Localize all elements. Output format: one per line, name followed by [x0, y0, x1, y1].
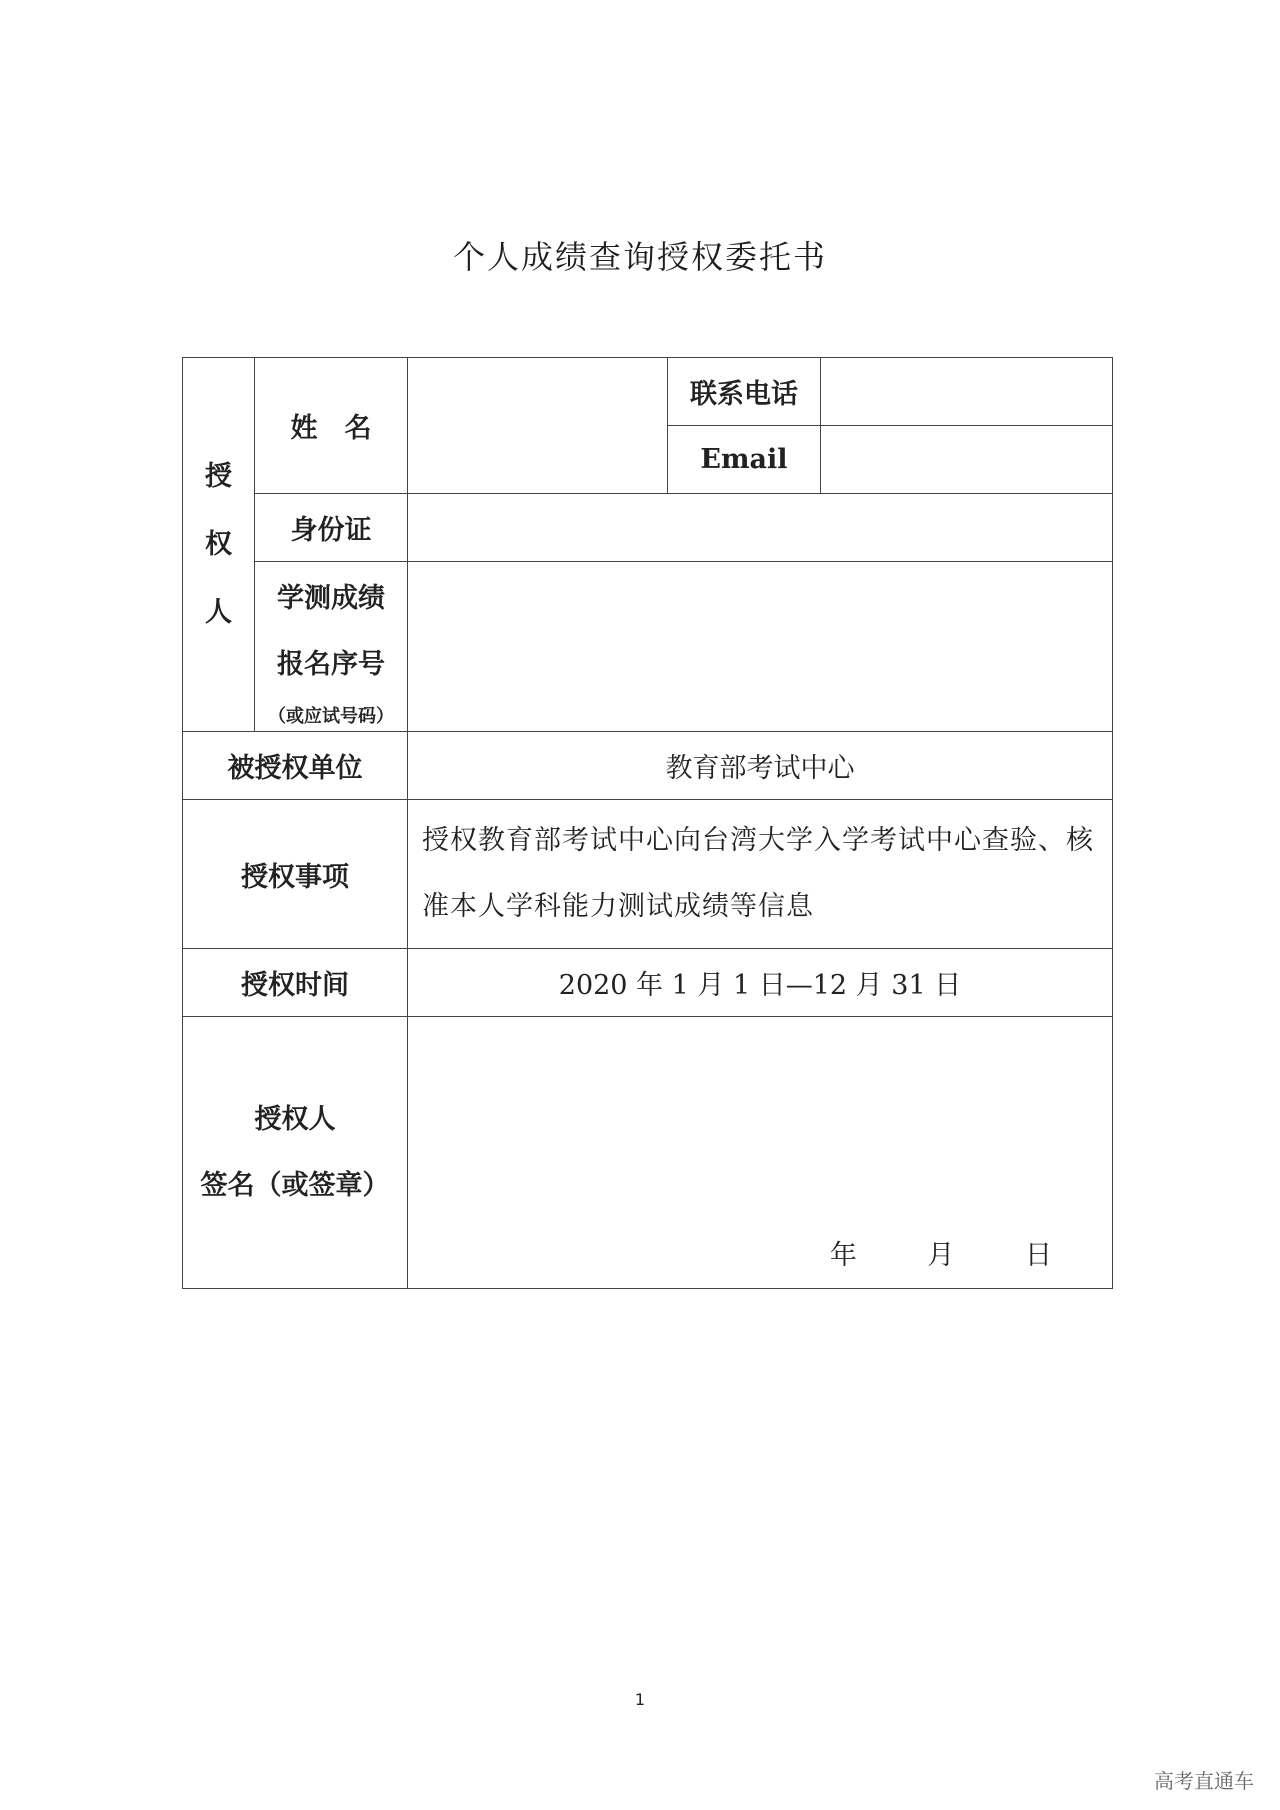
date-month-label: 月: [927, 1240, 955, 1271]
signature-label-line2: 签名（或签章）: [200, 1169, 390, 1201]
id-label: 身份证: [255, 494, 408, 562]
email-label: Email: [668, 426, 821, 494]
grantee-value: 教育部考试中心: [408, 732, 1113, 800]
matter-value: 授权教育部考试中心向台湾大学入学考试中心查验、核准本人学科能力测试成绩等信息: [408, 800, 1113, 949]
matter-label: 授权事项: [183, 800, 408, 949]
grantor-group-label: [183, 358, 255, 732]
signature-field[interactable]: [408, 1017, 1113, 1289]
date-year-label: 年: [829, 1240, 857, 1271]
signature-label-line1: 授权人: [254, 1103, 336, 1135]
grantor-char-2: 权: [205, 528, 232, 560]
date-day-label: 日: [1025, 1240, 1052, 1271]
grantor-char-3: 人: [205, 596, 232, 628]
grantor-char-1: 授: [205, 460, 232, 492]
grantee-label: 被授权单位: [183, 732, 408, 800]
document-title: 个人成绩查询授权委托书: [452, 238, 827, 276]
page-number: 1: [634, 1690, 646, 1709]
exam-number-field[interactable]: [408, 562, 1113, 732]
watermark: 高考直通车: [1154, 1769, 1254, 1793]
authorization-form-table: [182, 357, 1113, 1289]
phone-field[interactable]: [821, 358, 1113, 426]
email-field[interactable]: [821, 426, 1113, 494]
name-label: 姓 名: [255, 358, 408, 494]
signature-label: [183, 1017, 408, 1289]
signature-date: [830, 1233, 1052, 1272]
exam-number-label: [255, 562, 408, 732]
phone-label: 联系电话: [668, 358, 821, 426]
period-value: 2020 年 1 月 1 日—12 月 31 日: [408, 949, 1113, 1017]
exam-label-line2: 报名序号: [277, 648, 385, 680]
period-label: 授权时间: [183, 949, 408, 1017]
id-field[interactable]: [408, 494, 1113, 562]
exam-label-line1: 学测成绩: [277, 582, 385, 614]
name-field[interactable]: [408, 358, 668, 494]
exam-label-sub: （或应试号码）: [268, 705, 394, 727]
